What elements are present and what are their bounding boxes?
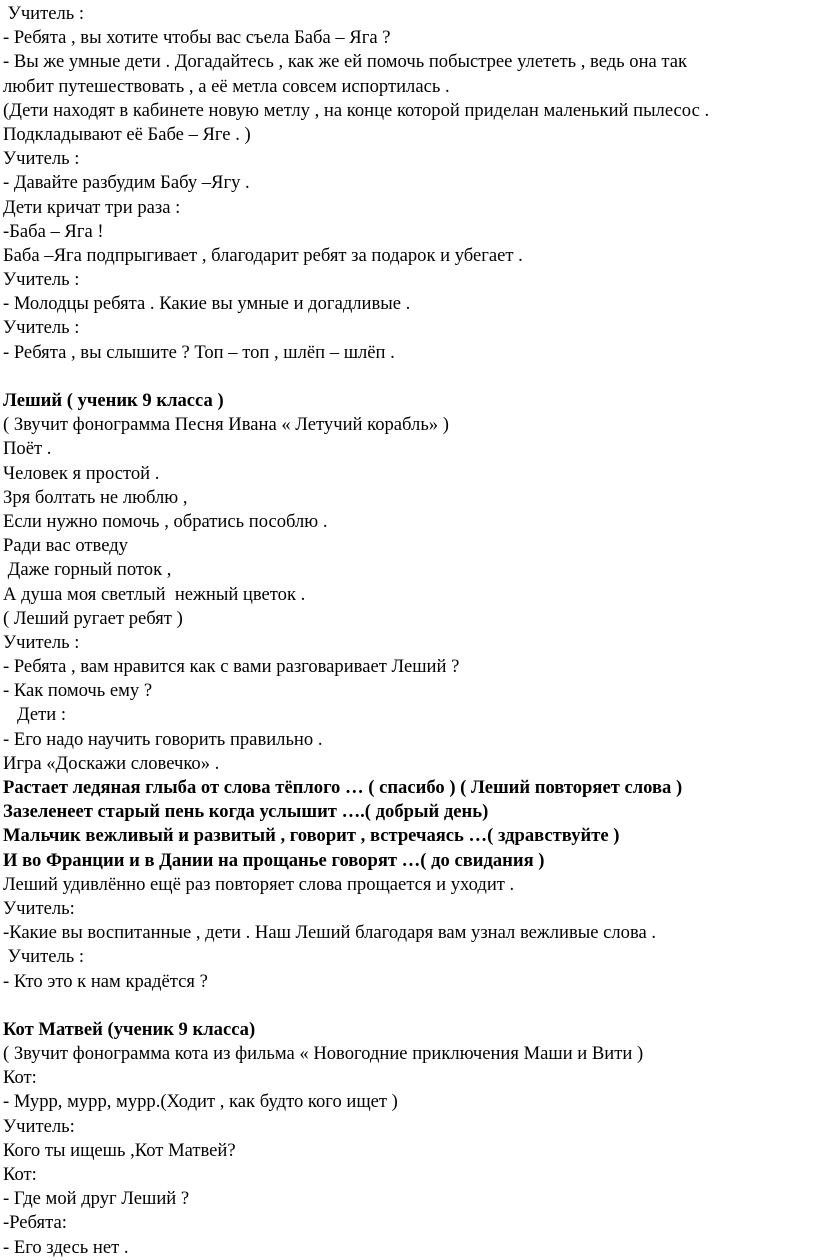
text-line: Подкладывают её Бабе – Яге . )	[3, 123, 251, 145]
text-line: - Ребята , вам нравится как с вами разговаривает Леший ?	[3, 656, 460, 678]
text-line: - Где мой друг Леший ?	[3, 1188, 190, 1210]
document-body	[3, 2, 813, 1260]
text-line: (Дети находят в кабинете новую метлу , на конце которой приделан маленький пылесос .	[3, 99, 710, 121]
text-line: Человек я простой .	[3, 462, 160, 484]
text-line: Кот:	[3, 1164, 37, 1185]
text-line: Дети :	[3, 704, 66, 726]
text-line: ( Леший ругает ребят )	[3, 607, 183, 629]
text-line: Кого ты ищешь ,Кот Матвей?	[3, 1139, 236, 1161]
text-line: Учитель:	[3, 897, 75, 919]
text-line: Кот:	[3, 1067, 37, 1089]
text-line: - Как помочь ему ?	[3, 680, 153, 702]
text-line: Учитель :	[3, 631, 80, 653]
text-line: Ради вас отведу	[3, 535, 128, 557]
text-line: - Давайте разбудим Бабу –Ягу .	[3, 172, 250, 194]
heading-line: Растает ледяная глыба от слова тёплого … ( спасибо ) ( Леший повторяет слова )	[3, 777, 683, 798]
text-line: Зря болтать не люблю ,	[3, 486, 188, 508]
text-line: - Ребята , вы хотите чтобы вас съела Баба – Яга ?	[3, 27, 391, 49]
text-line: Даже горный поток ,	[3, 559, 172, 581]
text-line: ( Звучит фонограмма Песня Ивана « Летучий корабль» )	[3, 414, 449, 436]
heading-line: Мальчик вежливый и развитый , говорит , встречаясь …( здравствуйте )	[3, 825, 620, 847]
text-line: - Мурр, мурр, мурр.(Ходит , как будто кого ищет )	[3, 1091, 398, 1113]
text-line: Леший удивлённо ещё раз повторяет слова прощается и уходит .	[3, 873, 515, 895]
text-line: -Ребята:	[3, 1212, 67, 1234]
text-line: Баба –Яга подпрыгивает , благодарит ребят за подарок и убегает .	[3, 244, 523, 266]
text-line: - Молодцы ребята . Какие вы умные и догадливые .	[3, 293, 411, 315]
heading-line: Леший ( ученик 9 класса )	[3, 390, 224, 411]
text-line: любит путешествовать , а её метла совсем испортилась .	[3, 75, 450, 97]
text-line: Учитель :	[3, 946, 85, 968]
text-line: Учитель :	[3, 148, 80, 170]
text-line: Учитель :	[3, 3, 85, 24]
text-line: - Его здесь нет .	[3, 1236, 129, 1258]
text-line: Дети кричат три раза :	[3, 196, 181, 218]
text-line: Если нужно помочь , обратись пособлю .	[3, 510, 328, 532]
text-line: Учитель:	[3, 1115, 75, 1137]
text-line: ( Звучит фонограмма кота из фильма « Новогодние приключения Маши и Вити )	[3, 1043, 644, 1065]
text-line: А душа моя светлый нежный цветок .	[3, 583, 306, 605]
text-line: Учитель :	[3, 317, 80, 339]
text-line: Игра «Доскажи словечко» .	[3, 752, 220, 774]
blank-line	[3, 365, 813, 389]
text-line: - Вы же умные дети . Догадайтесь , как же ей помочь побыстрее улететь , ведь она так	[3, 51, 688, 73]
heading-line: Зазеленеет старый пень когда услышит ….( добрый день)	[3, 801, 489, 823]
text-line: -Какие вы воспитанные , дети . Наш Леший благодаря вам узнал вежливые слова .	[3, 922, 657, 944]
text-line: - Ребята , вы слышите ? Топ – топ , шлёп – шлёп .	[3, 341, 395, 363]
text-line: Учитель :	[3, 269, 80, 291]
text-line: - Его надо научить говорить правильно .	[3, 728, 323, 750]
text-line: Поёт .	[3, 438, 52, 460]
heading-line: И во Франции и в Дании на прощанье говорят …( до свидания )	[3, 849, 545, 871]
heading-line: Кот Матвей (ученик 9 класса)	[3, 1018, 256, 1040]
text-line: - Кто это к нам крадётся ?	[3, 970, 208, 992]
text-line: -Баба – Яга !	[3, 220, 104, 242]
blank-line	[3, 994, 813, 1018]
